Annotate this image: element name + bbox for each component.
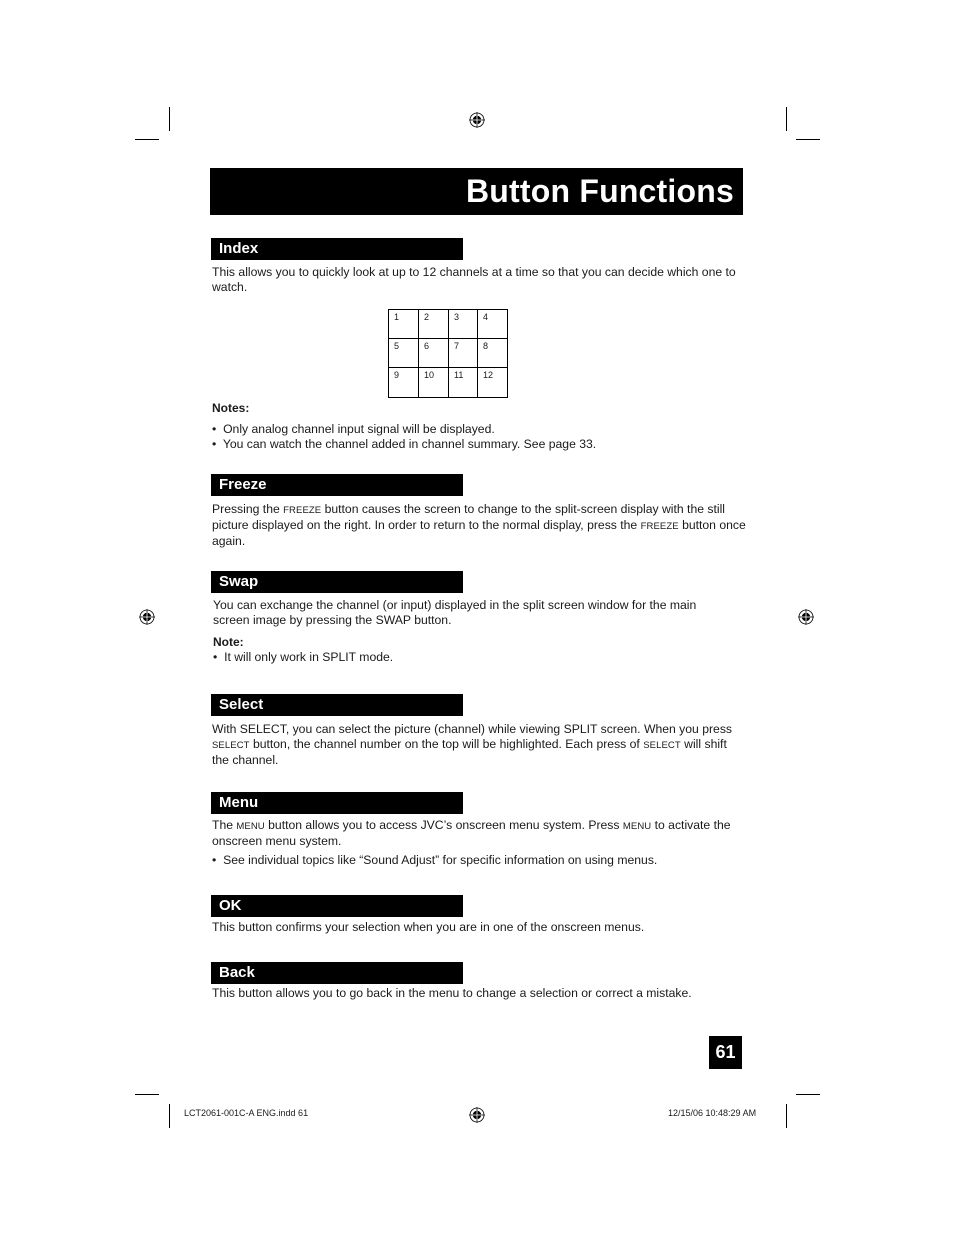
grid-cell: 4 [478,310,507,339]
ok-description: This button confirms your selection when you are in one of the onscreen menus. [212,920,645,934]
grid-cell: 6 [419,339,449,368]
note-heading: Note: [213,635,244,649]
grid-cell: 8 [478,339,507,368]
grid-cell: 9 [389,368,419,397]
grid-cell: 5 [389,339,419,368]
button-name: MENU [236,821,265,832]
select-description [212,722,732,768]
swap-description: You can exchange the channel (or input) displayed in the split screen window for the main screen image by pressing the SWAP button. [213,598,697,627]
crop-mark [135,1094,159,1095]
crop-mark [796,1094,820,1095]
note-text: See individual topics like “Sound Adjust” for specific information on using menus. [223,853,658,867]
grid-cell: 1 [389,310,419,339]
note-item [212,853,657,868]
grid-cell: 12 [483,370,494,380]
grid-cell: 7 [449,339,478,368]
note-text: You can watch the channel added in channel summary. See page 33. [222,437,597,451]
crop-mark [169,107,170,131]
page-title: Button Functions [210,168,743,215]
crop-mark [169,1104,170,1128]
button-name: SELECT [212,740,250,751]
registration-mark-icon [798,609,814,625]
text-run: will shift the channel. [212,737,727,767]
bullet-glyph: • [212,853,217,867]
crop-mark [786,107,787,131]
note-item [212,437,596,452]
section-heading-index: Index [211,238,463,260]
footer-timestamp: 12/15/06 10:48:29 AM [668,1108,757,1118]
text-run: button allows you to access JVC’s onscreen menu system. Press [264,818,623,832]
menu-description [212,818,737,849]
registration-mark-icon [469,112,485,128]
button-name: FREEZE [640,521,679,532]
section-heading-swap: Swap [211,571,463,593]
index-description: This allows you to quickly look at up to 12 channels at a time so that you can decide which one to watch. [212,265,736,294]
text-run: button, the channel number on the top will be highlighted. Each press of [249,737,644,751]
crop-mark [786,1104,787,1128]
note-item [212,422,495,437]
footer-file-info: LCT2061-001C-A ENG.indd 61 [184,1108,309,1118]
text-run: With SELECT, you can select the picture (channel) while viewing SPLIT screen. When you press [212,722,733,736]
grid-cell: 11 [449,368,478,397]
section-heading-freeze: Freeze [211,474,463,496]
button-name: MENU [622,821,652,832]
button-name: SELECT [643,740,681,751]
crop-mark [135,139,159,140]
crop-mark [796,139,820,140]
text-run: Pressing the [212,502,284,516]
registration-mark-icon [469,1107,485,1123]
grid-cell: 2 [419,310,449,339]
text-run: The [212,818,237,832]
section-heading-select: Select [211,694,463,716]
section-heading-back: Back [211,962,463,984]
note-text: It will only work in SPLIT mode. [224,650,394,664]
text-run: button causes the screen to change to the split-screen display with the still picture displayed on the right. In order to return to the normal display, press the [212,502,725,532]
note-item [213,650,393,665]
text-run: button once again. [212,518,746,548]
section-heading-ok: OK [211,895,463,917]
index-channel-grid [388,309,508,398]
bullet-glyph: • [212,422,217,436]
notes-heading: Notes: [212,401,250,415]
bullet-glyph: • [212,437,217,451]
section-heading-menu: Menu [211,792,463,814]
grid-cell: 10 [419,368,449,397]
back-description: This button allows you to go back in the menu to change a selection or correct a mistake. [212,986,692,1000]
freeze-description [212,502,747,549]
grid-cell: 3 [449,310,478,339]
button-name: FREEZE [283,505,322,516]
text-run: to activate the onscreen menu system. [212,818,731,848]
bullet-glyph: • [213,650,218,664]
registration-mark-icon [139,609,155,625]
page-number: 61 [709,1036,742,1069]
note-text: Only analog channel input signal will be displayed. [223,422,495,436]
